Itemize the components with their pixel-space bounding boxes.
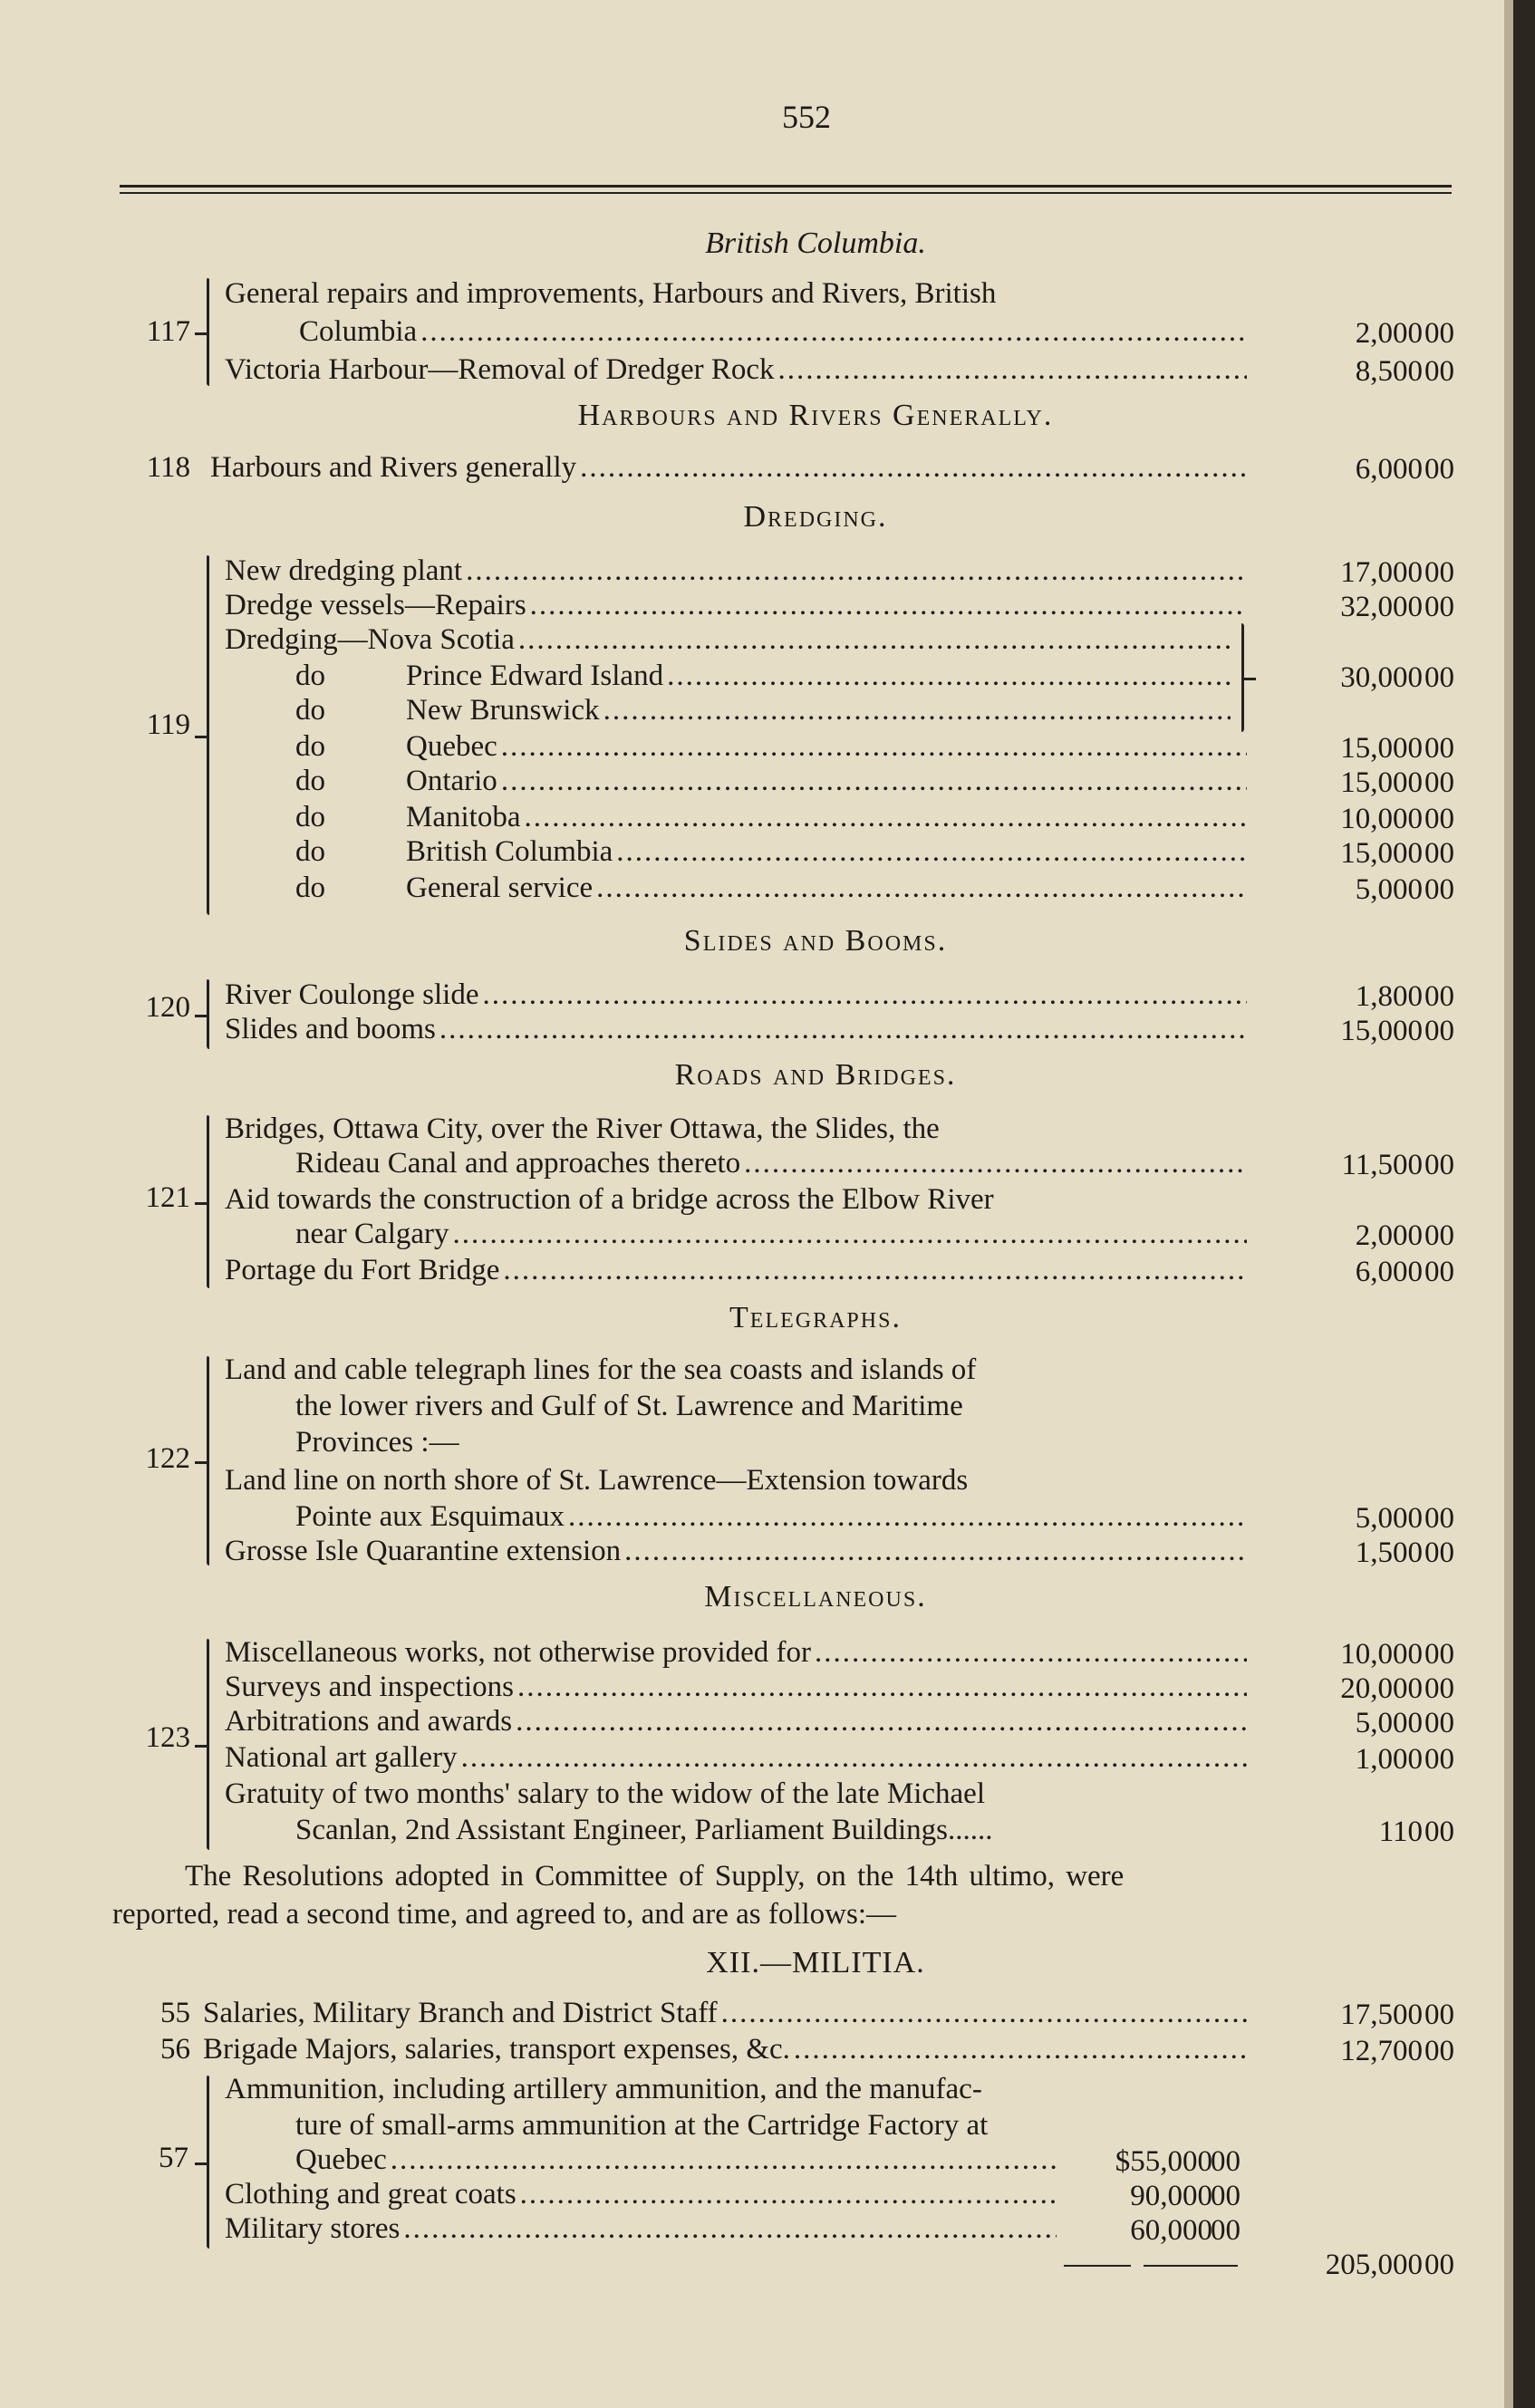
page-number: 552 bbox=[782, 99, 831, 135]
entry-leader-line bbox=[406, 658, 1234, 694]
total-rule-right bbox=[1144, 2265, 1238, 2267]
item-number-117: 117 bbox=[146, 315, 190, 348]
entry-text: Salaries, Military Branch and District Staff bbox=[203, 1997, 718, 2029]
ditto-mark: do bbox=[295, 872, 325, 904]
sub-amount-cents: 00 bbox=[1211, 2214, 1241, 2247]
entry-leader-line bbox=[225, 352, 1247, 388]
entry-text: the lower rivers and Gulf of St. Lawrence and Maritime bbox=[295, 1390, 963, 1422]
entry-leader-line bbox=[406, 763, 1247, 799]
amount-cents: 00 bbox=[1424, 556, 1454, 589]
amount-dollars: 5,000 bbox=[1355, 873, 1423, 906]
entry-leader-line bbox=[295, 1498, 1247, 1535]
entry-text: Grosse Isle Quarantine extension bbox=[225, 1535, 622, 1567]
amount-cents: 00 bbox=[1424, 2035, 1454, 2067]
amount-cents: 00 bbox=[1424, 1256, 1454, 1288]
ditto-mark: do bbox=[295, 660, 325, 692]
entry-text: Surveys and inspections bbox=[225, 1671, 514, 1703]
entry-leader-line bbox=[225, 553, 1247, 589]
amount-dollars: 10,000 bbox=[1340, 1638, 1423, 1671]
amount-dollars: 110 bbox=[1378, 1816, 1423, 1848]
entry-text: River Coulonge slide bbox=[225, 978, 479, 1011]
amount-dollars: 2,000 bbox=[1355, 1219, 1423, 1252]
entry-leader-line bbox=[225, 1669, 1247, 1705]
entry-text: Ammunition, including artillery ammunition, and the manufac- bbox=[225, 2073, 982, 2105]
amount-cents: 00 bbox=[1424, 661, 1454, 694]
entry-text: Columbia bbox=[299, 315, 418, 348]
amount-dollars: 5,000 bbox=[1355, 1707, 1423, 1739]
entry-leader-line bbox=[203, 1995, 1247, 2031]
brace-123 bbox=[207, 1638, 209, 1850]
entry-text: Aid towards the construction of a bridge across the Elbow River bbox=[225, 1183, 994, 1216]
entry-text: General repairs and improvements, Harbours and Rivers, British bbox=[225, 277, 997, 310]
entry-text: General service bbox=[406, 872, 594, 904]
amount-dollars: 17,000 bbox=[1340, 556, 1423, 589]
entry-text: Land and cable telegraph lines for the sea coasts and islands of bbox=[225, 1353, 977, 1386]
entry-leader-line bbox=[406, 692, 1231, 728]
amount-dollars: 5,000 bbox=[1355, 1502, 1423, 1535]
entry-leader-line bbox=[225, 2176, 1057, 2212]
amount-dollars: 1,000 bbox=[1355, 1743, 1423, 1776]
amount-dollars: 11,500 bbox=[1341, 1149, 1423, 1181]
amount-cents: 00 bbox=[1424, 1149, 1454, 1181]
entry-text: Slides and booms bbox=[225, 1013, 436, 1045]
entry-leader-line bbox=[225, 1252, 1247, 1288]
top-rule bbox=[120, 185, 1452, 188]
entry-text: Manitoba bbox=[406, 801, 521, 833]
entry-text: Military stores bbox=[225, 2212, 401, 2245]
amount-cents: 00 bbox=[1424, 766, 1454, 799]
amount-cents: 00 bbox=[1424, 1743, 1454, 1776]
ditto-mark: do bbox=[295, 835, 325, 868]
brace-120 bbox=[207, 978, 209, 1049]
entry-text: New dredging plant bbox=[225, 554, 463, 587]
entry-text: Quebec bbox=[406, 730, 497, 763]
amount-dollars: 6,000 bbox=[1355, 453, 1423, 486]
amount-dollars: 6,000 bbox=[1355, 1256, 1423, 1288]
entry-leader-line bbox=[225, 1739, 1247, 1776]
amount-dollars: 20,000 bbox=[1340, 1672, 1423, 1705]
section-heading-slides: Slides and Booms. bbox=[683, 924, 948, 958]
amount-dollars: 2,000 bbox=[1355, 317, 1423, 350]
top-rule-thin bbox=[120, 192, 1452, 194]
total-amount-cents: 00 bbox=[1424, 2249, 1454, 2281]
item-number-120: 120 bbox=[145, 991, 190, 1024]
entry-text: Dredge vessels—Repairs bbox=[225, 589, 526, 621]
amount-cents: 00 bbox=[1424, 355, 1454, 388]
ditto-mark: do bbox=[295, 801, 325, 833]
amount-cents: 00 bbox=[1424, 803, 1454, 835]
amount-cents: 00 bbox=[1424, 317, 1454, 350]
entry-text: Victoria Harbour—Removal of Dredger Rock bbox=[225, 353, 775, 386]
section-heading-telegraphs: Telegraphs. bbox=[729, 1301, 902, 1334]
entry-text: ture of small-arms ammunition at the Cartridge Factory at bbox=[295, 2109, 989, 2142]
sub-amount-dollars: $55,000 bbox=[1115, 2145, 1212, 2178]
entry-leader-line bbox=[210, 449, 1247, 486]
amount-cents: 00 bbox=[1424, 873, 1454, 906]
sub-amount-dollars: 90,000 bbox=[1130, 2180, 1212, 2212]
entry-text: New Brunswick bbox=[406, 694, 600, 727]
entry-text: Portage du Fort Bridge bbox=[225, 1254, 500, 1286]
section-heading-roads: Roads and Bridges. bbox=[674, 1058, 957, 1092]
section-heading-british-columbia: British Columbia. bbox=[705, 226, 926, 260]
entry-leader-line bbox=[225, 621, 1231, 658]
item-number-121: 121 bbox=[145, 1181, 190, 1214]
amount-dollars: 15,000 bbox=[1340, 1015, 1423, 1047]
entry-leader-line bbox=[225, 587, 1247, 623]
amount-cents: 00 bbox=[1424, 732, 1454, 765]
entry-text: Harbours and Rivers generally bbox=[210, 451, 577, 484]
amount-dollars: 1,800 bbox=[1355, 980, 1423, 1013]
item-number-119: 119 bbox=[146, 708, 190, 741]
item-number-118: 118 bbox=[146, 451, 190, 484]
entry-leader-line bbox=[295, 1145, 1247, 1181]
brace-57 bbox=[207, 2075, 209, 2249]
entry-leader-line bbox=[225, 1634, 1247, 1671]
amount-cents: 00 bbox=[1424, 453, 1454, 486]
entry-text: Brigade Majors, salaries, transport expenses, &c. bbox=[203, 2033, 790, 2066]
sub-amount-dollars: 60,000 bbox=[1130, 2214, 1212, 2247]
page-edge-shadow bbox=[1504, 0, 1513, 2408]
entry-leader-line bbox=[406, 833, 1247, 870]
item-number-122: 122 bbox=[145, 1442, 190, 1475]
entry-leader-line bbox=[225, 1703, 1247, 1739]
entry-text: Ontario bbox=[406, 765, 497, 797]
brace-122 bbox=[207, 1355, 209, 1565]
entry-text: British Columbia bbox=[406, 835, 613, 868]
amount-cents: 00 bbox=[1424, 1672, 1454, 1705]
entry-text: Quebec bbox=[295, 2143, 387, 2176]
entry-leader-line bbox=[406, 728, 1247, 765]
section-heading-misc: Miscellaneous. bbox=[704, 1580, 927, 1613]
ditto-mark: do bbox=[295, 730, 325, 763]
section-heading-militia: XII.—MILITIA. bbox=[706, 1946, 925, 1979]
entry-text: Scanlan, 2nd Assistant Engineer, Parliament Buildings...... bbox=[295, 1814, 993, 1846]
amount-cents: 00 bbox=[1424, 591, 1454, 623]
entry-leader-line bbox=[406, 799, 1247, 835]
amount-cents: 00 bbox=[1424, 837, 1454, 870]
brace-117 bbox=[207, 277, 209, 386]
resolution-paragraph-line2: reported, read a second time, and agreed to, and are as follows:— bbox=[112, 1898, 896, 1931]
sub-amount-cents: 00 bbox=[1211, 2145, 1241, 2178]
entry-leader-line bbox=[295, 1216, 1247, 1252]
entry-text: Clothing and great coats bbox=[225, 2178, 516, 2211]
amount-dollars: 15,000 bbox=[1340, 732, 1423, 765]
amount-cents: 00 bbox=[1424, 1502, 1454, 1535]
amount-dollars: 10,000 bbox=[1340, 803, 1423, 835]
brace-121 bbox=[207, 1114, 209, 1288]
amount-dollars: 15,000 bbox=[1340, 766, 1423, 799]
right-brace-dredging bbox=[1241, 623, 1244, 732]
amount-cents: 00 bbox=[1424, 1219, 1454, 1252]
amount-dollars: 1,500 bbox=[1355, 1536, 1423, 1569]
entry-leader-line bbox=[406, 870, 1247, 906]
total-rule-left bbox=[1064, 2265, 1131, 2267]
entry-text: Rideau Canal and approaches thereto bbox=[295, 1147, 741, 1180]
amount-cents: 00 bbox=[1424, 1015, 1454, 1047]
amount-dollars: 8,500 bbox=[1355, 355, 1423, 388]
amount-dollars: 15,000 bbox=[1340, 837, 1423, 870]
entry-text: Prince Edward Island bbox=[406, 660, 664, 692]
amount-cents: 00 bbox=[1424, 1999, 1454, 2031]
entry-text: Land line on north shore of St. Lawrence—Extension towards bbox=[225, 1464, 969, 1497]
brace-119 bbox=[207, 554, 209, 915]
entry-text: near Calgary bbox=[295, 1218, 449, 1250]
item-number-55: 55 bbox=[160, 1997, 190, 2029]
ditto-mark: do bbox=[295, 694, 325, 727]
entry-leader-line bbox=[203, 2031, 1247, 2067]
amount-cents: 00 bbox=[1424, 1536, 1454, 1569]
amount-cents: 00 bbox=[1424, 980, 1454, 1013]
amount-cents: 00 bbox=[1424, 1816, 1454, 1848]
resolution-paragraph-line1: The Resolutions adopted in Committee of Supply, on the 14th ultimo, were bbox=[185, 1860, 1125, 1893]
entry-leader-line bbox=[299, 313, 1247, 350]
total-amount-dollars: 205,000 bbox=[1325, 2249, 1423, 2281]
amount-cents: 00 bbox=[1424, 1638, 1454, 1671]
item-number-57: 57 bbox=[159, 2142, 188, 2174]
amount-dollars: 32,000 bbox=[1340, 591, 1423, 623]
entry-text: Dredging—Nova Scotia bbox=[225, 623, 515, 656]
entry-text: Pointe aux Esquimaux bbox=[295, 1500, 565, 1533]
amount-cents: 00 bbox=[1424, 1707, 1454, 1739]
amount-dollars: 12,700 bbox=[1340, 2035, 1423, 2067]
entry-text: Provinces :— bbox=[295, 1426, 459, 1459]
entry-leader-line bbox=[225, 2211, 1057, 2247]
entry-text: Gratuity of two months' salary to the widow of the late Michael bbox=[225, 1777, 986, 1810]
entry-text: National art gallery bbox=[225, 1741, 458, 1774]
amount-dollars: 30,000 bbox=[1340, 661, 1423, 694]
entry-leader-line bbox=[295, 2142, 1057, 2178]
entry-leader-line bbox=[225, 1533, 1247, 1569]
entry-text: Miscellaneous works, not otherwise provided for bbox=[225, 1636, 812, 1669]
amount-dollars: 17,500 bbox=[1340, 1999, 1423, 2031]
entry-text: Arbitrations and awards bbox=[225, 1705, 513, 1738]
section-heading-dredging: Dredging. bbox=[743, 500, 888, 534]
entry-leader-line bbox=[225, 977, 1247, 1013]
sub-amount-cents: 00 bbox=[1211, 2180, 1241, 2212]
ditto-mark: do bbox=[295, 765, 325, 797]
item-number-123: 123 bbox=[145, 1721, 190, 1754]
entry-text: Bridges, Ottawa City, over the River Ottawa, the Slides, the bbox=[225, 1112, 940, 1145]
item-number-56: 56 bbox=[160, 2033, 190, 2066]
entry-leader-line bbox=[225, 1011, 1247, 1047]
page-edge bbox=[1513, 0, 1535, 2408]
section-heading-harbours: Harbours and Rivers Generally. bbox=[577, 399, 1054, 432]
